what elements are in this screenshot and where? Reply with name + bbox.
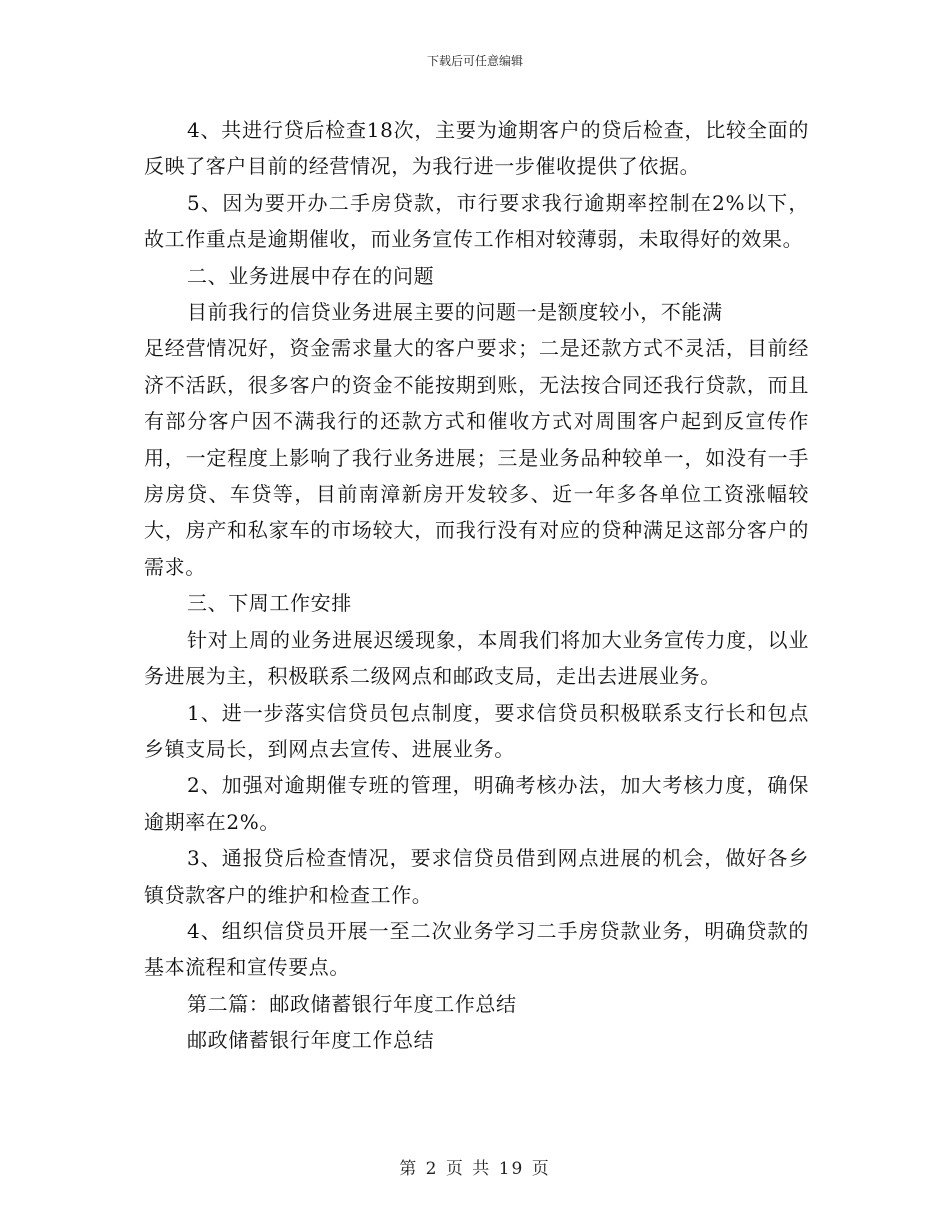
section-heading-problems: 二、业务进展中存在的问题 (187, 263, 435, 288)
header-note: 下载后可任意编辑 (426, 54, 523, 68)
paragraph-item-4-loan-check: 4、共进行贷后检查18次，主要为逾期客户的贷后检查，比较全面的反映了客户目前的经营情况，为我行进一步催收提供了依据。 (144, 118, 809, 179)
paragraph-problems-body: 足经营情况好，资金需求量大的客户要求；二是还款方式不灵活，目前经济不活跃，很多客户的资金不能按期到账，无法按合同还我行贷款，而且有部分客户因不满我行的还款方式和催收方式对周围客户起到反宣传作用，一定程度上影响了我行业务进展；三是业务品种较单一，如没有一手房房贷、车贷等，目前南漳新房开发较多、近一年多各单位工资涨幅较大，房产和私家车的市场较大，而我行没有对应的贷种满足这部分客户的需求。 (144, 336, 809, 579)
paragraph-plan-2: 2、加强对逾期催专班的管理，明确考核办法，加大考核力度，确保逾期率在2%。 (144, 773, 809, 834)
page-number: 第 2 页 共 19 页 (399, 1159, 551, 1179)
paragraph-plan-4: 4、组织信贷员开展一至二次业务学习二手房贷款业务，明确贷款的基本流程和宣传要点。 (144, 918, 809, 980)
part-two-subtitle: 邮政储蓄银行年度工作总结 (187, 1028, 435, 1053)
section-heading-next-week: 三、下周工作安排 (187, 591, 352, 616)
paragraph-plan-1: 1、进一步落实信贷员包点制度，要求信贷员积极联系支行长和包点乡镇支局长，到网点去宣传、进展业务。 (144, 700, 809, 761)
paragraph-item-5-overdue: 5、因为要开办二手房贷款，市行要求我行逾期率控制在2%以下，故工作重点是逾期催收，而业务宣传工作相对较薄弱，未取得好的效果。 (144, 190, 809, 252)
paragraph-problems-intro: 目前我行的信贷业务进展主要的问题一是额度较小，不能满 (187, 300, 723, 325)
paragraph-plan-3: 3、通报贷后检查情况，要求信贷员借到网点进展的机会，做好各乡镇贷款客户的维护和检查工作。 (144, 846, 809, 907)
document-body (144, 112, 809, 1059)
paragraph-next-week-intro: 针对上周的业务进展迟缓现象，本周我们将加大业务宣传力度，以业务进展为主，积极联系二级网点和邮政支局，走出去进展业务。 (144, 627, 809, 689)
part-two-title: 第二篇：邮政储蓄银行年度工作总结 (187, 991, 517, 1016)
